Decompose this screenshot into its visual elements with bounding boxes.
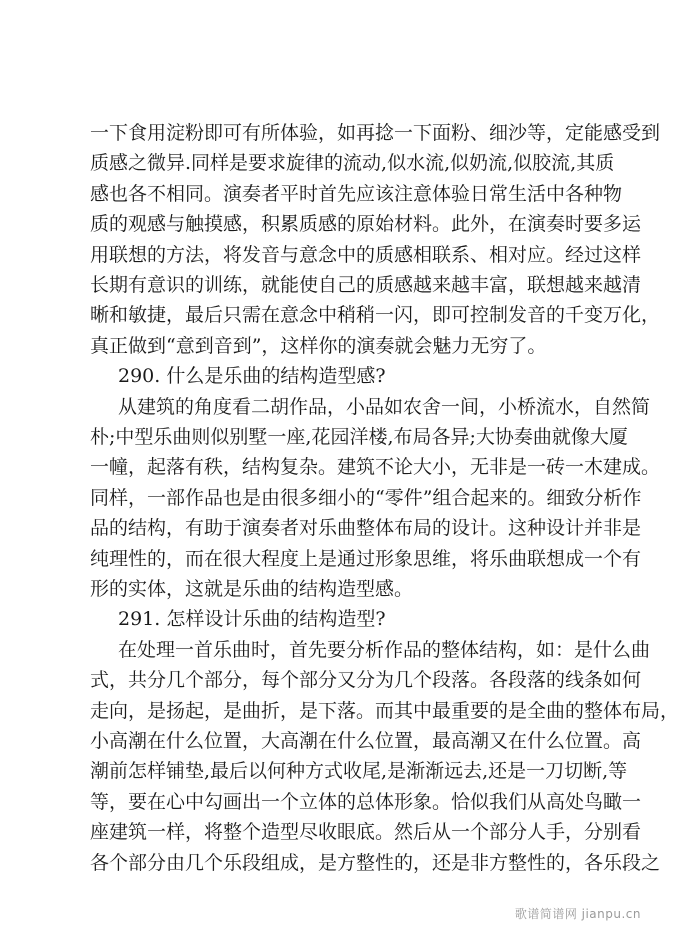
paragraph-line-11: 朴;中型乐曲则似别墅一座,花园洋楼,布局各异;大协奏曲就像大厦	[90, 426, 628, 448]
paragraph-line-1: 一下食用淀粉即可有所体验，如再捻一下面粉、细沙等，定能感受到	[90, 122, 661, 144]
paragraph-line-12: 一幢，起落有秩，结构复杂。建筑不论大小，无非是一砖一木建成。	[90, 456, 661, 479]
site-watermark: 歌谱简谱网 jianpu.cn	[514, 907, 641, 921]
section-heading-290: 290. 什么是乐曲的结构造型感?	[118, 365, 386, 388]
paragraph-line-21: 小高潮在什么位置，大高潮在什么位置，最高潮又在什么位置。高	[90, 730, 642, 752]
paragraph-line-14: 品的结构，有助于演奏者对乐曲整体布局的设计。这种设计并非是	[90, 517, 642, 540]
paragraph-line-6: 长期有意识的训练，就能使自己的质感越来越丰富，联想越来越清	[90, 274, 642, 296]
paragraph-line-5: 用联想的方法，将发音与意念中的质感相联系、相对应。经过这样	[90, 243, 642, 266]
paragraph-line-18: 在处理一首乐曲时，首先要分析作品的整体结构，如：是什么曲	[118, 638, 651, 661]
section-heading-291: 291. 怎样设计乐曲的结构造型?	[118, 608, 386, 631]
paragraph-line-24: 座建筑一样，将整个造型尽收眼底。然后从一个部分人手，分别看	[90, 821, 642, 844]
paragraph-line-15: 纯理性的，而在很大程度上是通过形象思维，将乐曲联想成一个有	[90, 547, 642, 570]
paragraph-line-4: 质的观感与触摸感，积累质感的原始材料。此外，在演奏时要多运	[90, 213, 642, 236]
paragraph-line-25: 各个部分由几个乐段组成，是方整性的，还是非方整性的，各乐段之	[90, 851, 661, 874]
paragraph-line-19: 式，共分几个部分，每个部分又分为几个段落。各段落的线条如何	[90, 669, 642, 692]
paragraph-line-2: 质感之微异.同样是要求旋律的流动,似水流,似奶流,似胶流,其质	[90, 152, 615, 175]
paragraph-line-16: 形的实体，这就是乐曲的结构造型感。	[90, 578, 414, 600]
paragraph-line-20: 走向，是扬起，是曲折，是下落。而其中最重要的是全曲的整体布局，	[90, 699, 679, 722]
paragraph-line-22: 潮前怎样铺垫,最后以何种方式收尾,是渐渐远去,还是一刀切断,等	[90, 760, 628, 783]
paragraph-line-23: 等，要在心中勾画出一个立体的总体形象。恰似我们从高处鸟瞰一	[90, 790, 642, 813]
paragraph-line-8: 真正做到“意到音到”，这样你的演奏就会魅力无穷了。	[90, 334, 547, 357]
paragraph-line-13: 同样，一部作品也是由很多细小的“零件”组合起来的。细致分析作	[90, 486, 642, 509]
paragraph-line-7: 晰和敏捷，最后只需在意念中稍稍一闪，即可控制发音的千变万化，	[90, 304, 661, 327]
paragraph-line-10: 从建筑的角度看二胡作品，小品如农舍一间，小桥流水，自然简	[118, 395, 651, 418]
paragraph-line-3: 感也各不相同。演奏者平时首先应该注意体验日常生活中各种物	[90, 182, 623, 205]
